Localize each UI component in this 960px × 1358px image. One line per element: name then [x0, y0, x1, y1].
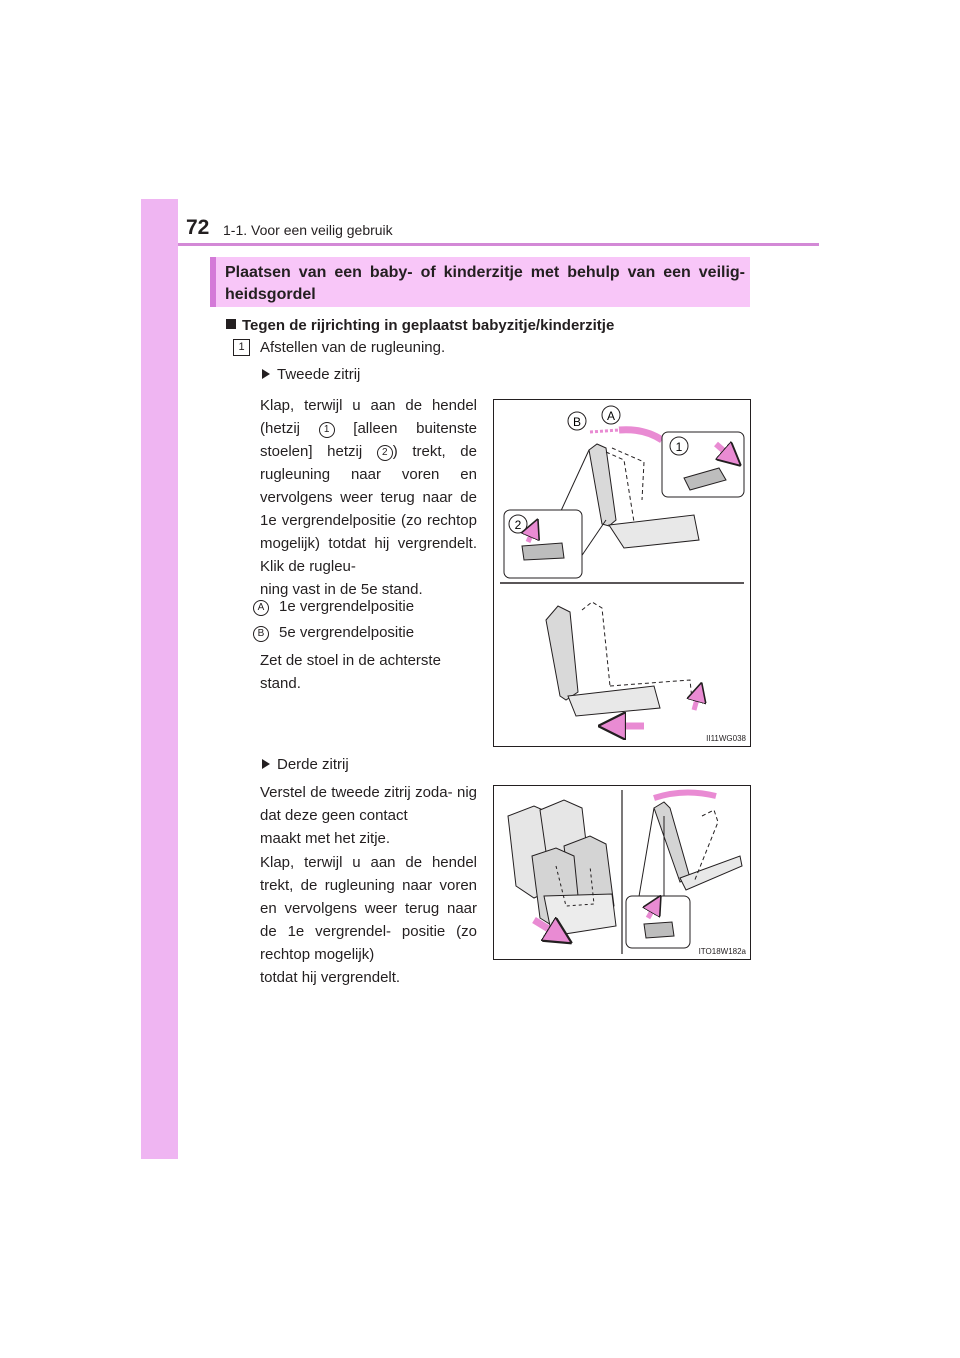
paragraph-third-row-adjust: Verstel de tweede zitrij zoda- nig dat deze geen contact maakt met het zitje.	[260, 784, 477, 847]
triangle-bullet-icon	[262, 759, 270, 769]
paragraph-seat-rear: Zet de stoel in de achterste stand.	[260, 652, 441, 692]
svg-text:B: B	[572, 415, 582, 429]
figure-code: II11WG038	[706, 734, 746, 743]
circled-marker-1: 1	[319, 422, 335, 438]
legend-item-a: A 1e vergrendelpositie	[253, 598, 414, 616]
header-divider	[178, 243, 819, 246]
svg-text:A: A	[606, 409, 616, 423]
figure-third-row-seat	[493, 785, 751, 960]
figure-second-row-seat	[493, 399, 751, 747]
svg-text:2: 2	[514, 518, 522, 532]
section-title: Plaatsen van een baby- of kinderzitje met behulp van een veilig- heidsgordel	[225, 264, 745, 303]
circled-marker-2: 2	[377, 445, 393, 461]
bullet-third-row: Derde zitrij	[262, 756, 349, 773]
triangle-bullet-icon	[262, 369, 270, 379]
svg-text:1: 1	[675, 440, 683, 454]
bullet-second-row: Tweede zitrij	[262, 366, 360, 383]
step-number: 1	[233, 339, 250, 356]
section-accent-bar	[210, 257, 216, 307]
paragraph-second-row-instructions: Klap, terwijl u aan de hendel (hetzij 1 [alleen buitenste stoelen] hetzij 2 ) trekt, de rugleuning naar voren en vervolgens weer terug naar de 1e vergrendelpositie (zo rechtop mogelijk) totdat hij vergrendelt. Klik de rugleu- ning vast in de 5e stand.	[260, 397, 478, 598]
section-title-box	[210, 257, 750, 307]
figure-code: ITO18W182a	[698, 947, 746, 956]
seat-illustration	[494, 400, 750, 746]
chapter-title: 1-1. Voor een veilig gebruik	[223, 222, 393, 238]
legend-item-b: B 5e vergrendelpositie	[253, 624, 414, 642]
sidebar-tab	[141, 199, 178, 1159]
subheading: Tegen de rijrichting in geplaatst babyzitje/kinderzitje	[226, 317, 614, 334]
paragraph-third-row-instructions: Klap, terwijl u aan de hendel trekt, de rugleuning naar voren en vervolgens weer terug naar de 1e vergrendel- positie (zo rechtop mogelijk) totdat hij vergrendelt.	[260, 854, 477, 986]
step-text: Afstellen van de rugleuning.	[260, 339, 446, 356]
third-row-illustration	[494, 786, 750, 959]
page-number: 72	[186, 216, 210, 239]
square-bullet-icon	[226, 319, 236, 329]
